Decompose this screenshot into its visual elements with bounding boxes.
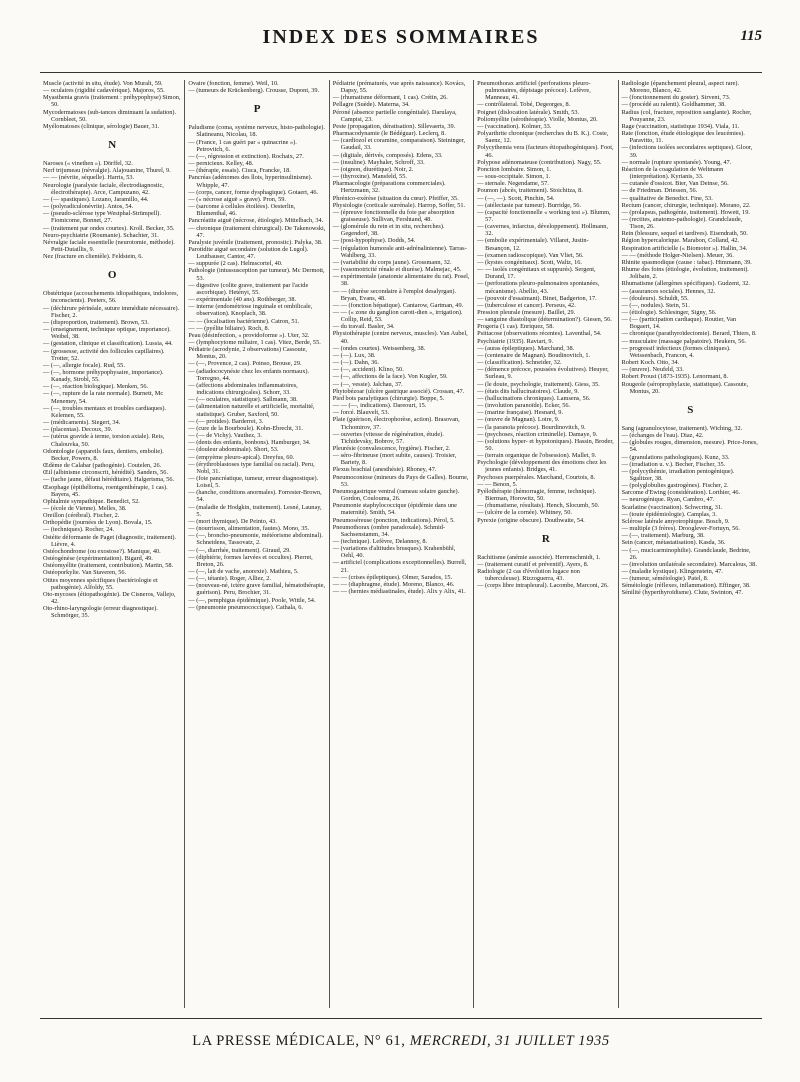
index-entry: Progeria (1 cas). Enriquez, 58. <box>477 323 554 331</box>
index-entry: Sarcome d'Ewing (considération). Lorthier, 46. <box>621 489 741 497</box>
index-entry: — (cure de la Bourboule). Kohn-Ebrecht, 31. <box>188 424 303 432</box>
index-entry: — (examen radioscopique). Van Vliet, 56. <box>477 251 584 259</box>
footer-rule <box>40 1018 762 1019</box>
index-entry: Œil (albinisme circonscrit, hérédité). Sanders, 56. <box>43 469 169 477</box>
index-entry: — (procédé au ralenti). Goldhammer, 38. <box>621 101 726 109</box>
index-entry: — (involution unilatérale secondaire). Marcalous, 38. <box>621 560 757 568</box>
index-entry: — (marine française). Hesnard, 9. <box>477 409 564 417</box>
index-entry: Parotidite aiguë secondaire (solution de Lugol). Leutbauser, Cantor, 47. <box>188 245 309 261</box>
index-entry: — (—, réaction biologique). Menken, 56. <box>43 383 149 391</box>
index-entry: Ponction lombaire. Simon, 1. <box>477 165 551 173</box>
index-entry: — (œuvre de Magnan). Loire, 9. <box>477 416 560 424</box>
index-entry: — (— spastiques). Lozano, Jaramillo, 44. <box>43 195 149 203</box>
issue-number: N° 61, <box>363 1033 406 1049</box>
index-entry: Ophtalmie sympathique. Benedict, 52. <box>43 497 140 505</box>
index-entry: — (perforations pleuro-pulmonaires spontanées, mécanisme). Abellio, 43. <box>477 280 600 295</box>
index-entry: Ovaire (fonction, femme). Weil, 10. <box>188 80 279 87</box>
index-entry: — (thyroxine). Mansfeld, 55. <box>332 173 407 181</box>
index-entry: Oto-mycoses (étiopathogénie). De Cisneros, Vallejo, 42. <box>43 590 176 605</box>
index-entry: — (érythroblastoses type familial ou racial). Peru, Nobl, 31. <box>188 460 315 475</box>
index-entry: — (irradiation u. v.). Becher, Fischer, 35. <box>621 460 726 468</box>
index-entry: — (étiologie). Schlesinger, Signy, 56. <box>621 309 717 316</box>
index-entry: — (ulcère de la cornée). Whitney, 50. <box>477 509 572 517</box>
index-entry: — (solutions hyper- et hypotoniques). Hassin, Broder, 50. <box>477 437 614 452</box>
index-entry: — (tache jaune, défaut héréditaire). Halgertsma, 56. <box>43 476 175 484</box>
index-entry: Réaction de la coagulation de Weltmann (interprétation). Kyrianis, 33. <box>621 165 724 181</box>
index-entry: — du travail. Basler, 34. <box>332 323 395 331</box>
index-entry: Ostéite déformante de Paget (diagnostic, traitement). Lièvre, 4. <box>43 533 177 548</box>
index-entry: — (vasomotricité rénale et diurèse). Malmejac, 45. <box>332 266 462 274</box>
index-entry: Robert Koch. Otto, 34. <box>621 359 680 367</box>
index-entry: — — (méthode Holger-Nielsen). Meuer, 36. <box>621 251 734 259</box>
index-entry: — (lymphocytome miliaire, 1 cas). Vitez, Berde, 55. <box>188 339 321 346</box>
section-letter: R <box>541 532 550 545</box>
index-entry: — (—). Lux, 38. <box>332 351 376 359</box>
index-entry: — (cavernes, infarctus, développement). Hollmann, 32. <box>477 223 608 238</box>
page-number: 115 <box>740 28 762 44</box>
index-entry: — (alimentation naturelle et artificielle, mortalité, statistique). Gruber, Saxford, 50. <box>188 403 315 418</box>
index-entry: Peste (propagation, dératisation). Sillevaerts, 39. <box>332 122 456 130</box>
index-entry: Ostéogénèse (expérimentation). Bigard, 49. <box>43 555 153 563</box>
index-entry: — (—, traitement). Marburg, 38. <box>621 532 705 540</box>
index-entry: — (— de Vichy). Vauthez, 3. <box>188 432 262 440</box>
index-entry: — (—, diarrhée, traitement). Giraud, 29. <box>188 546 291 554</box>
index-entry: — — (pyélite biliaire). Roch, 8. <box>188 324 270 332</box>
index-entry: — (pneumonie pneumococcique). Cathala, 6. <box>188 603 303 611</box>
index-entry: Myélomatoses (clinique, sérologie) Bauer, 31. <box>43 122 160 130</box>
index-entry: — (variations d'altitudes brusques). Krahenbühl, Oehl, 40. <box>332 545 456 560</box>
index-entry: — suppurée (2 cas). Helmscortel, 40. <box>188 260 283 268</box>
page-header <box>40 22 762 62</box>
index-entry: Radiologie (épanchement pleural, aspect rare). Moreno, Blanco, 42. <box>621 80 740 95</box>
index-entry: — contrôlateral. Tobé, Degeorges, 8. <box>477 101 571 109</box>
index-entry: — (—, troubles mentaux et troubles cardiaques). Kelemen, 55. <box>43 404 167 419</box>
index-entry: — pernicieux. Kelley, 48. <box>188 160 254 168</box>
index-entry: — sternale. Negendame, 57. <box>477 180 549 188</box>
index-entry: — multiple (3 frères). Drooglever-Fortuyn, 56. <box>621 525 740 533</box>
index-entry: — (empyème pleuro-apical). Dreyfus, 60. <box>188 453 295 461</box>
index-entry: Pyélothérapie (hémorragie, femme, technique). Bierman, Horowitz, 50. <box>477 487 597 503</box>
index-entry: — — (« zone du ganglion caroti-dien », irrigation). Collip, Reid, 53. <box>332 309 463 324</box>
index-entry: Pyrexie (origine obscure). Douthwaite, 54. <box>477 516 585 524</box>
index-entry: — (dents des enfants, bonbons). Hamburger, 34. <box>188 439 311 447</box>
index-entry: — (corps, cancer, forme dysphagique). Gotaert, 46. <box>188 188 319 196</box>
index-entry: Neuro-psychiatrie (Roumanie). Schachter, 31. <box>43 231 159 239</box>
index-entry: Poignet (dislocation latérale). Smith, 53. <box>477 108 580 116</box>
index-entry: — — (diurèse secondaire à l'emploi desalyrgan). Bryan, Evans, 48. <box>332 287 457 302</box>
index-entry: Muscle (activité in situ, étude). Von Muralt, 59. <box>43 80 163 87</box>
index-entry: — (toute épidémiologie). Camplas, 3. <box>621 510 717 518</box>
index-entry: — (insuline). Mayhaler, Schroff, 33. <box>332 158 425 166</box>
index-entry: Ostéochondrome (ou exostose?). Manique, 40. <box>43 547 161 555</box>
index-entry: — (digitale, dérivés, composés). Edens, 33. <box>332 151 443 159</box>
index-entry: — (—, allergie focale). Rud, 55. <box>43 361 125 369</box>
index-entry: — sanguine diastolique (détermination?). Giesen, 56. <box>477 316 612 324</box>
index-entry: — (école de Vienne). Melles, 38. <box>43 504 127 512</box>
index-entry: Neurologie (paralysie faciale, électrodiagnostic, électrothérapie). Arce, Campuzano, 42. <box>43 181 164 196</box>
index-entry: Poumon (abcès, traitement). Stoichitza, 8. <box>477 187 583 195</box>
index-entry: — (embolie expérimentale). Villaret, Justin-Besançon, 12. <box>477 237 589 252</box>
index-entry: Sang (agranulocytose, traitement). Wiching, 32. <box>621 424 743 432</box>
index-entry: — (le doute, psychologie, traitement). Giess, 35. <box>477 380 600 388</box>
index-entry: Radiologie (2 cas d'évolution lugace non tuberculeuse). Rizzoguerra, 43. <box>477 568 580 583</box>
index-entry: — (nourrisson, alimentation, fautes). Mono, 35. <box>188 525 310 533</box>
index-entry: — interne (endométriose inguinale et ombilicale, observation). Knoplach, 38. <box>188 303 313 318</box>
page-footer <box>40 1033 762 1050</box>
index-column-5 <box>618 80 762 1008</box>
index-entry: Pneumoséreuse (ponction, indications). Pérol, 5. <box>332 516 455 524</box>
index-entry: — sous-occipitale. Simon, 1. <box>477 173 551 181</box>
index-column-4 <box>473 80 617 1008</box>
index-entry: Pellagre (Suède). Materna, 34. <box>332 101 410 109</box>
index-entry: Orthopédie (journées de Lyon). Bovala, 15. <box>43 519 153 527</box>
index-entry: Pneumothorax (ombre paradoxale). Schmid-Sachsenstamm, 34. <box>332 523 446 538</box>
index-entry: — (variabilité du corps jaune). Grossmann, 32. <box>332 258 452 266</box>
index-entry: — expérimentale (anatomie alimentaire du rat). Posel, 38. <box>332 273 470 288</box>
index-entry: — (fonctionnement du goster). Sirvent, 73. <box>621 94 731 102</box>
index-entry: — — (—, indications). Dareourt, 15. <box>332 402 427 410</box>
index-entry: Myasthenia gravis (traitement : préhypophyse) Simon, 50. <box>43 94 181 109</box>
index-entry: Œdème de Calabar (pathogénie). Coutelen, 26. <box>43 462 162 470</box>
index-entry: — (régulation humorale anti-adrénalinienne). Tarras-Wahlberg, 33. <box>332 244 467 259</box>
index-entry: — (—, —). Scott, Pinchin, 54. <box>477 194 555 202</box>
index-entry: — forcé. Blauvelt, 53. <box>332 409 390 417</box>
index-entry: — (—, tétanie). Roger, Alliez, 2. <box>188 575 272 583</box>
index-entry: Sclérose latérale amyotrophique. Bosch, 9. <box>621 517 730 525</box>
index-entry: Oto-rhino-laryngologie (erreur diagnostique). Schmörger, 35. <box>43 605 158 620</box>
index-entry: Naroses (« vinethen »). Dörffel, 32. <box>43 160 133 168</box>
index-entry: Pneumogastrique ventral (rameau solaire gauche). Gordon, Coulouma, 26. <box>332 487 460 503</box>
index-entry: — (tumeurs de Krückenberg). Crousse, Dupont, 39. <box>188 87 320 95</box>
index-entry: — (échanges de l'eau). Diaz, 42. <box>621 432 704 440</box>
index-entry: — (rhumatisme déformant, 1 cas). Crétin, 26. <box>332 94 448 102</box>
index-entry: — (adiadococynésie chez les enfants normaux). Torregno, 44. <box>188 367 310 382</box>
index-entry: — (France, 1 cas guéri par « quinacrine »). Petrovitch, 6. <box>188 138 297 153</box>
index-entry: — (utérus gravide à terme, torsion axiale). Reis, Chalouvka, 50. <box>43 433 165 448</box>
index-entry: — chronique (traitement chirurgical). De Takenowski, 47. <box>188 224 326 239</box>
index-entry: — (hanche, conditions anormales). Forrester-Brown, 54. <box>188 489 322 504</box>
index-entry: Pneumoconiose (mineurs du Pays de Galles). Bourne, 53. <box>332 473 469 488</box>
index-entry: Robert Proust (1873-1935). Lenormant, 8. <box>621 373 729 381</box>
index-entry: — neurogénique. Ryan, Cambro, 47. <box>621 496 715 504</box>
index-entry: — (terrain organique de l'obsession). Mallet, 9. <box>477 452 597 460</box>
page-title: INDEX DES SOMMAIRES <box>262 26 540 48</box>
index-entry: Région hypercalorique. Marabon, Colland, 42. <box>621 237 740 245</box>
index-entry: Respiration artificielle (« Biomotor »). Hallin, 34. <box>621 244 748 252</box>
index-entry: — artificiel (complications exceptionnelles). Burrell, 21. <box>332 559 467 574</box>
index-entry: — (—, Provence, 2 cas). Poinso, Brouse, 29. <box>188 360 302 368</box>
index-entry: — (sarcome à cellules étoilées). Oesterlin, Blumenthal, 46. <box>188 203 296 218</box>
index-entry: — (—, affections de la face). Von Kugler, 59. <box>332 373 448 381</box>
index-entry: — (cardiozol et coramine, comparaison). Steininger, Gaudail, 33. <box>332 137 466 152</box>
index-entry: Phytobézoar (ulcère gastrique associé). Crossan, 47. <box>332 387 465 395</box>
index-entry: — (placentas). Decoux, 39. <box>43 426 113 434</box>
index-entry: — (la paranoïa précoce). Bourdinovitch, 9. <box>477 423 586 431</box>
index-entry: Péroné (absence partielle congénitale). Darulaya, Campisi, 23. <box>332 108 457 123</box>
index-entry: — (—, accident). Klino, 50. <box>332 366 404 374</box>
journal-name: LA PRESSE MÉDICALE, <box>192 1033 360 1049</box>
index-entry: — — (névrite, séquelle). Harris, 53. <box>43 174 135 182</box>
index-entry: Psychologie (développement des émotions chez les jeunes enfants). Bridges, 41. <box>477 459 607 474</box>
index-entry: — — (crises épileptiques). Olmer, Sarados, 15. <box>332 573 453 581</box>
index-entry: — (pseudo-sclérose type Westphal-Strümpell). Fiomicome, Bonnet, 27. <box>43 210 161 225</box>
index-entry: Radius (col, fracture, reposition sanglante). Rocher, Pouyanne, 23. <box>621 108 752 123</box>
index-entry: — (— protides). Barderret, 3. <box>188 417 264 425</box>
index-entry: — (granulations pathologiques). Kunz, 33. <box>621 453 730 461</box>
index-entry: Oreillon (cérébral). Fischer, 2. <box>43 512 120 520</box>
index-entry: Pleurésie (convalescence, hygiène). Fischer, 2. <box>332 444 451 452</box>
index-entry: Physiothérapie (centre nerveux, muscles). Van Aubel, 40. <box>332 330 468 345</box>
index-entry: — (corps libre intrapleural). Lacombe, Marconi, 26. <box>477 582 609 590</box>
index-entry: — (grossesse, activité des follicules capillaires). Trotter, 52. <box>43 347 165 362</box>
index-entry: — digestive (colite grave, traitement par l'acide ascorbique). Hetényi, 55. <box>188 281 309 296</box>
index-entry: Psychoses puerpérales. Marchand, Courtois, 8. <box>477 473 596 481</box>
index-entry: — (tuberculose et cancer). Perseus, 42. <box>477 301 576 309</box>
index-entry: Pied bots paralytiques (chirurgie). Boppe, 5. <box>332 394 445 402</box>
index-entry: Rhinite spasmodique (cause : tabac). Himmann, 39. <box>621 258 752 266</box>
index-entry: — chronique (parathyroïdectomie). Berard, Thiers, 8. <box>621 330 757 338</box>
index-entry: — (post-hypophyse). Dodds, 54. <box>332 237 416 245</box>
index-entry: Rate (fonction, étude étiologique des leucémies). Paravitto, 11. <box>621 130 745 145</box>
index-entry: Sénilité (hyperthyroïdisme). Clute, Swinton, 47. <box>621 589 743 597</box>
index-entry: — (technique). Lefèvre, Delannoy, 8. <box>332 538 428 545</box>
index-entry: — (ondes courtes). Weissenberg, 38. <box>332 344 426 352</box>
index-entry: Polyarthrite chronique (recherches du B. K.). Coste, Saenz, 12. <box>477 130 609 145</box>
index-entry: — ouvertes (vitesse de régénération, étude). Tichidevsky, Bobrov, 57. <box>332 430 444 445</box>
index-entry: Rhumatisme (allergènes spécifiques). Gudzent, 32. <box>621 280 750 288</box>
index-entry: — — Benon, 5. <box>477 480 518 488</box>
index-entry: — (épreuve fonctionnelle du foie par absorption graisseuse). Sullivan, Fershtand, 48. <box>332 208 455 223</box>
index-entry: Pharmacodynamie (le Bédéguar). Leclerq, 8. <box>332 130 446 138</box>
index-entry: Otites moyennes spécifiques (bactériologie et pathogénie). Alfoldy, 55. <box>43 576 158 591</box>
index-entry: Œsophage (épithélioma, roentgenthérapie, 1 cas). Bayera, 45. <box>43 483 168 498</box>
index-entry: — (—, broncho-pneumonie, météorisme abdominal). Schneidens, Tassovatz, 2. <box>188 532 323 547</box>
index-entry: — — isolés congénitaux et suppurés). Sergent, Durand, 17. <box>477 266 596 281</box>
index-column-3 <box>329 80 473 1008</box>
index-entry: Sein (cancer, métastatisation). Kasda, 36. <box>621 539 726 547</box>
index-entry: — (états dits hallucinatoires). Claude, 9. <box>477 387 579 395</box>
index-entry: — (maladie de Hodgkin, traitement). Lesné, Launay, 5. <box>188 503 322 518</box>
index-entry: Scarlatine (vaccination). Schwcring, 31. <box>621 503 723 511</box>
index-entry: — (prolapsus, pathogénie, traitement). Howett, 19. <box>621 208 750 216</box>
index-entry: Pression pleurale (mesure). Baillet, 29. <box>477 309 576 316</box>
index-entry: — (—, mucicarminophilie). Grandclaude, Bedrine, 26. <box>621 546 751 561</box>
index-entry: — (mort thymique). De Peinto, 43. <box>188 517 277 525</box>
index-entry: Paralysie juvénile (traitement, pronostic). Palyka, 38. <box>188 238 323 246</box>
index-entry: Rougeole (séroprophylaxie, statistique). Cassoute, Montus, 20. <box>621 380 749 395</box>
index-entry: — cutanée d'ossicot. Bier, Van Deinse, 56. <box>621 180 729 188</box>
index-entry: — (infections isolées secondaires septiques). Gloor, 39. <box>621 144 753 159</box>
index-entry: Pédiatrie (prématurés, vue après naissance). Kovács, Dapsy, 55. <box>332 80 466 95</box>
index-entry: — (traitement curatif et préventif). Ayers, 8. <box>477 560 589 568</box>
index-entry: — (gestation, clinique et classification). Lussia, 44. <box>43 340 173 348</box>
index-entry: — (classification). Schneider, 32. <box>477 359 562 367</box>
section-letter: P <box>253 103 261 116</box>
index-entry: Rachitisme (anémie associée). Herrenschmidt, 1. <box>477 553 601 561</box>
header-rule <box>40 72 762 73</box>
index-entry: — (—). Dahn, 36. <box>332 359 379 367</box>
index-entry: — — (localisation bactérienne). Catron, 51. <box>188 317 300 325</box>
issue-date: MERCREDI, 31 JUILLET 1935 <box>409 1033 610 1049</box>
index-entry: Pathologie (intussusception par tumeur). Mc Dermott, 53. <box>188 267 325 282</box>
index-entry: — (—, pemphigus épidémique). Poole, Wittle, 54. <box>188 596 316 604</box>
index-entry: — (« nécrose aiguë » grave). Pron, 59. <box>188 195 286 203</box>
index-entry: Pédiatrie (acrodynie, 2 observations) Cassoute, Montus, 20. <box>188 346 307 361</box>
index-entry: — qualitative de Benedict. Fine, 53. <box>621 194 713 202</box>
index-entry: — (globules rouges, dimension, mesure). Price-Jones, 54. <box>621 439 758 454</box>
index-entry: — oculaires (rigidité cadavérique). Majoros, 55. <box>43 87 165 95</box>
index-column-1 <box>40 80 184 1008</box>
index-entry: — (hallucinations chroniques). Lamsens, 56. <box>477 394 591 402</box>
index-entry: — — (fonction hépatique). Cantarow, Gartman, 49. <box>332 301 464 309</box>
index-entry: — (pouvoir d'essaimant). Binet, Badgerton, 17. <box>477 294 597 302</box>
section-letter: S <box>687 403 694 416</box>
index-entry: Rhume des foins (étiologie, évolution, traitement). Jolibain, 2. <box>621 266 749 281</box>
index-entry: Pneumothorax artificiel (perforations pleuro-pulmonaires, dépistage précoce). Lefèvre, Manneau, 41. <box>477 80 591 102</box>
index-entry: — — (hernies médiastinales, étude). Alix y Alix, 41. <box>332 588 466 596</box>
index-entry: Psittacose (observations récentes). Laventhal, 54. <box>477 330 602 338</box>
index-entry: Plaie (guérison, électrophorèse, action). Brasovan, Tichomirov, 37. <box>332 416 460 431</box>
index-entry: — (traitement par ondes courtes). Kroll. Becker, 35. <box>43 224 175 232</box>
index-entry: Séméiologie (réflexes, inflammation). Effinger, 38. <box>621 582 751 590</box>
index-entry: — (rectites, anatomo-pathologie). Grandclaude, Tison, 26. <box>621 215 743 231</box>
index-entry: — (—, rupture de la rate normale). Burnett, Mc Menemey, 54. <box>43 390 164 405</box>
index-entry: — séro-fibrineuse (mort subite, causes). Troisier, Bariety, 8. <box>332 452 457 467</box>
index-entry: Pneumonie staphylococcique (épidémie dans une maternité). Smith, 54. <box>332 502 457 517</box>
index-entry: — (nouveau-né, ictère grave familial, hématothérapie, guérison). Peru, Brochier, 31. <box>188 582 326 597</box>
index-entry: — (diphtérie, formes larvées et occultes). Pierret, Breton, 26. <box>188 553 313 568</box>
index-entry: — (polycythémie, irradiation pentogénique). Sgalitzer, 38. <box>621 467 735 482</box>
index-entry: — (œuvre). Neufeld, 33. <box>621 366 684 374</box>
index-entry: — (disproportion, traitement). Brown, 53. <box>43 318 149 326</box>
index-entry: Phrénico-exérèse (situation du cœur). Pfeiffer, 35. <box>332 194 459 202</box>
index-entry: — (douleurs). Schuldt, 55. <box>621 294 689 302</box>
index-entry: — (rhumatisme, résultats). Hench, Slocumb, 50. <box>477 502 600 510</box>
index-entry: Rein (blessure, sequel et tardives). Eisendrath, 50. <box>621 230 748 238</box>
index-entry: — (— (participation cardiaque). Routier, Van Bogaert, 14. <box>621 316 737 331</box>
index-entry: — (oignon, diurétique). Noir, 2. <box>332 165 414 173</box>
index-entry: — (atélectasie par tumeur). Burridge, 56. <box>477 201 582 209</box>
index-entry: — (vaccination). Kolmer, 33. <box>477 122 552 130</box>
index-entry: — (—, lait de vache, anorexie). Mathieu, 5. <box>188 568 299 575</box>
index-entry: — (thérapie, essais). Ciuca, Francke, 18. <box>188 167 291 175</box>
index-entry: Odontologie (appareils faux, dentiers, embolie). Becker, Powers, 8. <box>43 447 164 462</box>
index-entry: — (enseignement, technique optique, importance). Weibel, 38. <box>43 326 171 341</box>
index-entry: Pancréatite aiguë (nécrose, étiologie). Mittelbach, 34. <box>188 217 324 225</box>
index-entry: — (psychoses, réaction criminelle). Damaye, 9. <box>477 430 598 438</box>
index-entry: — (—, hormone préhypophysaire, importance). Kanady, Strobl, 55. <box>43 369 164 384</box>
index-entry: — (—, régression et extinction). Rochaix, 27. <box>188 152 304 160</box>
index-entry: Ostéomyélite (traitement, contribution). Martin, 58. <box>43 562 174 570</box>
index-entry: Obstétrique (accouchements idiopathiques, indolores, inconscients). Peeters, 56. <box>43 290 179 305</box>
index-entry: — (kystes congénitaux). Scott, Waltz, 16. <box>477 258 583 266</box>
index-entry: — musculaire (massage palpatoire). Heukers, 56. <box>621 337 747 345</box>
index-entry: Névralgie faciale essentielle (neurotomie, méthode). Petit-Dutaillis, 9. <box>43 238 175 253</box>
index-entry: — (— oculaires, statistique). Sallmann, 38. <box>188 396 298 404</box>
index-entry: — normale (rupture spontanée). Young, 47. <box>621 158 732 166</box>
index-entry: Nez (fracture en clientèle). Feldstein, 6. <box>43 253 144 261</box>
index-entry: — (glomérule du rein et in situ, recherches). Gegendorf, 38. <box>332 223 445 238</box>
index-entry: — expérimentale (40 ans). Rothberger, 38. <box>188 296 297 304</box>
index-entry: Plexus brachial (anesthésie). Rhoney, 47. <box>332 466 437 474</box>
index-entry: Mycodermatoses (sub-tances diminuant la sudation). Cornbleet, 50. <box>43 108 177 123</box>
index-entry: Physiologie (corticale surrénale). Harrop, Soffer, 51. <box>332 201 466 209</box>
index-entry: Ostéoporkylie. Van Staveren, 56. <box>43 569 127 577</box>
index-column-2 <box>184 80 328 1008</box>
index-entry: — (polyradiculonévrite). Antos, 54. <box>43 203 134 211</box>
index-entry: — (médicaments). Siegert, 34. <box>43 419 121 427</box>
index-entry: — (maladie kystique). Klingenstein, 47. <box>621 568 723 575</box>
index-entry: Pharmacologie (préparations commerciales). Hertzmann, 32. <box>332 180 446 195</box>
index-entry: Pancréas (adénomes des îlots, hyperinsulinisme). Whipple, 47. <box>188 174 313 189</box>
index-entry: Psychiatrie (1935). Raviart, 9. <box>477 337 554 345</box>
index-entry: Peau (désinfection, « providoforme »). Uter, 32. <box>188 331 310 339</box>
index-entry: — (centenaire de Magnan). Boudinovitch, 1. <box>477 351 591 359</box>
index-entry: — (—, vessie). Jalchau, 37. <box>332 380 403 388</box>
index-entry: — (foie pancréatique, tumeur, erreur diagnostique). Loisel, 5. <box>188 474 319 490</box>
index-entry: — (auras épileptiques). Marchand, 38. <box>477 344 575 352</box>
index-entry: — (assurances sociales). Hennes, 32. <box>621 287 716 295</box>
index-entry: — (douleur abdominale). Short, 53. <box>188 446 279 454</box>
section-letter: O <box>107 269 117 282</box>
index-entry: Rage (vaccination, statistique 1934). Viala, 11. <box>621 122 740 130</box>
index-entry: Polypose adénomateuse (contribution). Nagy, 55. <box>477 158 602 166</box>
index-entry: — (affections abdominales inflammatoires, indications chirurgicales). Schorr, 33. <box>188 381 298 397</box>
index-entry: Polycythemia vera (facteurs étiopathogéniques). Foot, 46. <box>477 144 614 159</box>
index-entry: Nerf trijumeau (névralgie). Alajouanine, Thurel, 9. <box>43 167 171 175</box>
index-entry: — progressif infectieux (formes cliniques). Weissenbach, Francon, 4. <box>621 344 731 359</box>
index-entry: — (techniques). Rocher, 24. <box>43 526 115 534</box>
index-entry: — (polyglobulies gastrogènes). Fischer, 2. <box>621 482 729 490</box>
index-entry: Rectum (cancer, chirurgie, technique). Morano, 22. <box>621 201 751 209</box>
index-entry: Paludisme (coma, système nerveux, histo-pathologie). Slatineanu, Nicolau, 18. <box>188 124 325 139</box>
section-letter: N <box>108 139 117 152</box>
index-entry: — (involution paranoïde). Ecker, 56. <box>477 402 571 410</box>
index-entry: — (—, nodules). Stein, 51. <box>621 301 690 309</box>
index-entry: — (démence précoce, poussées évolutives). Heuyer, Surleau, 9. <box>477 366 609 381</box>
index-entry: — (capacité fonctionnelle « working test »). Blumm, 57. <box>477 208 611 223</box>
index-entry: — (tumeur, séméiologie). Patel, 8. <box>621 575 709 583</box>
index-entry: — — (diaphragme, étude). Moreno, Blanco, 46. <box>332 580 455 588</box>
index-entry: Poliomyélite (sérothérapie). Violle, Montus, 20. <box>477 115 598 123</box>
index-columns <box>40 80 762 1008</box>
index-entry: — (déchirure périnéale, suture immédiate nécessaire). Fischer, 2. <box>43 304 180 319</box>
index-entry: — de Friedman. Driessen, 56. <box>621 187 698 195</box>
